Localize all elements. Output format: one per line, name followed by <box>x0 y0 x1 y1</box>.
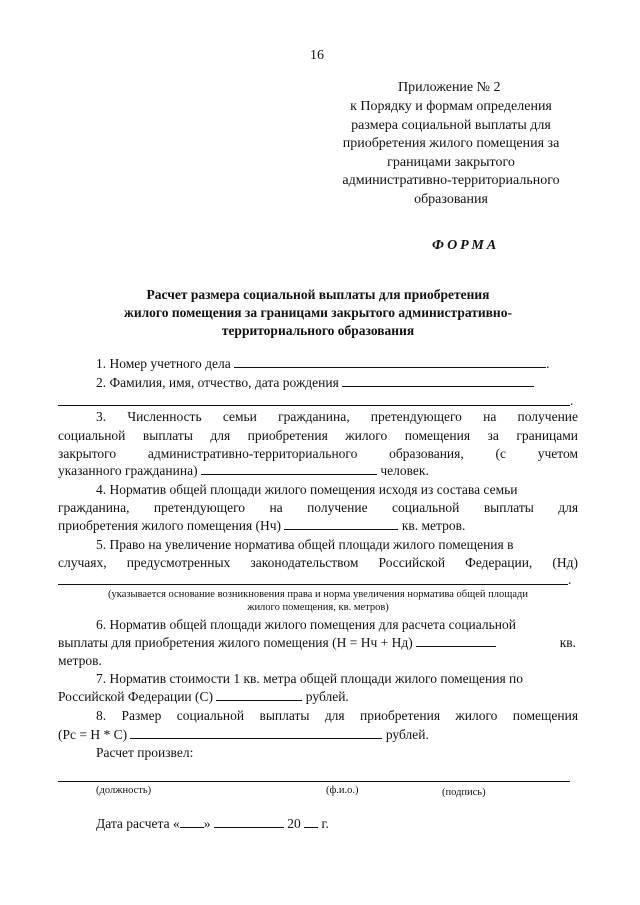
signature-line[interactable] <box>58 781 570 782</box>
item-7-line-2: Российской Федерации (С) рублей. <box>58 689 349 704</box>
item-5-line-1: 5. Право на увеличение норматива общей площади жилого помещения в <box>96 537 514 552</box>
item-1-row: 1. Номер учетного дела . <box>96 356 550 371</box>
date-month-field[interactable] <box>214 815 284 828</box>
item-2-row <box>96 374 578 392</box>
appendix-title: Приложение № 2 <box>398 80 501 95</box>
date-row: Дата расчета « » 20 г. <box>96 816 329 831</box>
case-number-field[interactable] <box>234 355 546 368</box>
payment-amount-field[interactable] <box>130 726 382 739</box>
item-8-line-1: 8. Размер социальной выплаты для приобретения жилого помещения <box>96 708 579 723</box>
price-per-sqm-field[interactable] <box>216 688 302 701</box>
full-name-field-continuation[interactable] <box>58 405 570 406</box>
total-area-norm-field[interactable] <box>416 634 496 647</box>
item-4-line-2: гражданина, претендующего на получение социальной выплаты для <box>58 500 579 515</box>
date-day-field[interactable] <box>180 815 204 828</box>
item-8-line-2: (Рс = Н * С) рублей. <box>58 727 429 742</box>
item-6-line-2: выплаты для приобретения жилого помещения (Н = Нч + Нд) кв. <box>58 635 576 650</box>
signature-caption: (подпись) <box>442 787 486 798</box>
area-increase-basis-field[interactable] <box>58 584 568 585</box>
item-4-line-3: приобретения жилого помещения (Нч) кв. метров. <box>58 518 466 533</box>
item-2-label: 2. Фамилия, имя, отчество, дата рождения <box>96 375 339 390</box>
date-year-field[interactable] <box>304 815 318 828</box>
item-3-line-3: закрытого административно-территориального образования, (с учетом <box>58 446 579 461</box>
item-6-line-1: 6. Норматив общей площади жилого помещения для расчета социальной <box>96 617 516 632</box>
fio-caption: (ф.и.о.) <box>326 785 359 796</box>
appendix-reference: к Порядку и формам определения размера социальной выплаты для приобретения жилого помещения за границами закрытого административно-территориального образования <box>342 99 560 207</box>
item-4-line-1: 4. Норматив общей площади жилого помещения исходя из состава семьи <box>96 482 518 497</box>
item-5-line-2: случаях, предусмотренных законодательством Российской Федерации, (Нд) <box>58 555 578 570</box>
item-5-note: (указывается основание возникновения права и норма увеличения норматива общей площади жилого помещения, кв. метров) <box>108 589 528 613</box>
performed-by-label: Расчет произвел: <box>96 745 194 760</box>
item-3-line-4: указанного гражданина) человек. <box>58 463 429 478</box>
item-3-line-2: социальной выплаты для приобретения жилого помещения за границами <box>58 428 579 443</box>
position-caption: (должность) <box>96 785 152 796</box>
item-7-line-1: 7. Норматив стоимости 1 кв. метра общей площади жилого помещения по <box>96 671 524 686</box>
form-label: ФОРМА <box>432 238 500 253</box>
document-page: 16 Приложение № 2 к Порядку и формам определения размера социальной выплаты для приобретения жилого помещения за границами закрытого административно-территориального образования ФОРМА Расчет размера социальной выплаты для приобретения жилого помещения за границами закрытого административно- территориального образования 1. Номер учетного дела . 2. Фамилия, имя, отчество, дата рождения . 3. Численность семьи гражданина, претендующего на получение социальной выплаты для приобретения жилого помещения за границами закрытого административно-территориального образования, (с учетом указанного гражданина) человек. 4. Норматив общей площади жилого помещения исходя из состава семьи гражданина, претендующего на получение социальной выплаты для приобретения жилого помещения (Нч) кв. метров. 5. Право на увеличение норматива общей площади жилого помещения в случаях, предусмотренных законодательством Российской Федерации, (Нд) . (указывается основание возникновения права и норма увеличения норматива общей площади жилого помещения, кв. метров) 6. Норматив общей площади жилого помещения для расчета социальной выплаты для приобретения жилого помещения (Н = Нч + Нд) кв. метров. 7. Норматив стоимости 1 кв. метра общей площади жилого помещения по Российской Федерации (С) рублей. 8. Размер социальной выплаты для приобретения жилого помещения (Рс = Н * С) рублей. Расчет произвел: (должность) (ф.и.о.) (подпись) Дата расчета « » 20 г. <box>0 0 640 905</box>
item-6-line-3: метров. <box>58 653 102 668</box>
full-name-field[interactable] <box>342 374 534 387</box>
item-1-label: 1. Номер учетного дела <box>96 356 231 371</box>
page-number: 16 <box>310 48 324 63</box>
family-size-field[interactable] <box>201 462 377 475</box>
form-heading: Расчет размера социальной выплаты для приобретения жилого помещения за границами закрытого административно- территориального образования <box>124 287 512 338</box>
date-label: Дата расчета « <box>96 816 180 831</box>
item-3-line-1: 3. Численность семьи гражданина, претендующего на получение <box>96 409 579 424</box>
area-norm-family-field[interactable] <box>284 517 398 530</box>
